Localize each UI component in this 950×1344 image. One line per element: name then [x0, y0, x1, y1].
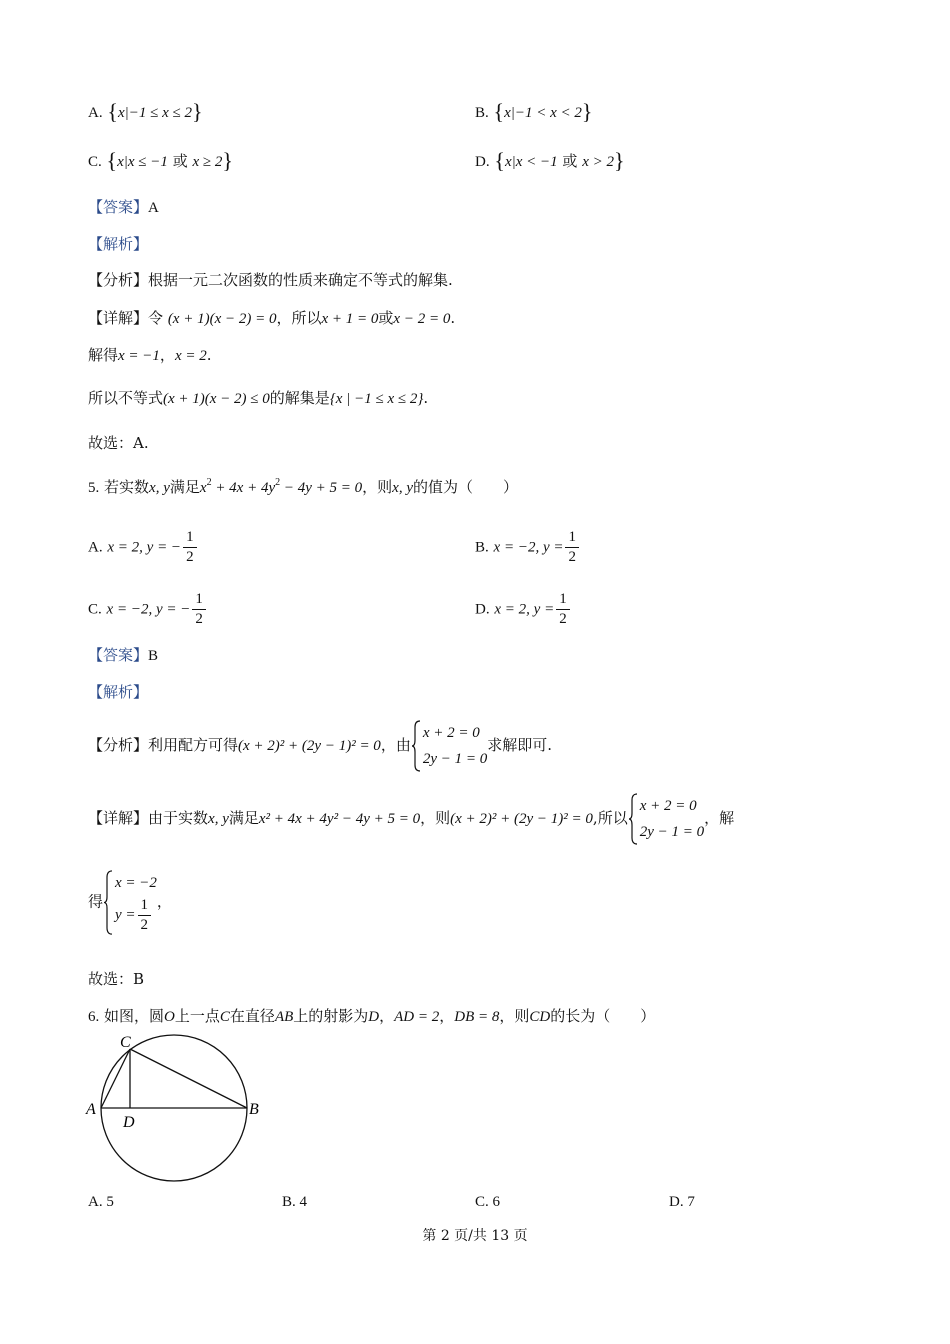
- text: 满足: [169, 478, 200, 496]
- equation: x = 2: [174, 348, 207, 364]
- fraction: [192, 590, 206, 629]
- equation-part: y =: [115, 906, 136, 923]
- denominator: 2: [559, 611, 567, 627]
- system-row: 2y − 1 = 0: [639, 824, 705, 840]
- option-label: D.: [475, 601, 490, 618]
- variables: x, y: [149, 480, 170, 496]
- q5-option-b: [475, 528, 581, 567]
- numerator: 1: [192, 590, 206, 610]
- label-c: C: [120, 1034, 131, 1051]
- equation: AD = 2: [394, 1009, 440, 1025]
- result-system: [103, 870, 157, 935]
- math-symbol: CD: [529, 1009, 551, 1025]
- denominator: 2: [195, 611, 203, 627]
- label-a: A: [86, 1101, 96, 1118]
- numerator: 1: [183, 528, 197, 548]
- equation: x + 1 = 0: [321, 311, 379, 327]
- option-label: D.: [475, 154, 490, 170]
- equation-system: [628, 793, 704, 845]
- q5-stem: [88, 477, 518, 498]
- text: 由于实数: [148, 809, 209, 827]
- page-footer: 第 2 页/共 13 页: [422, 1228, 528, 1244]
- text: ，: [439, 1007, 455, 1025]
- xiangjie-tag: 【详解】: [88, 809, 149, 827]
- numerator: 1: [138, 896, 152, 916]
- variables: x, y: [392, 480, 413, 496]
- q4-analysis-tag: [88, 234, 148, 254]
- q6-option-a: A. 5: [88, 1194, 114, 1210]
- option-expression: x = −2, y =: [493, 539, 564, 556]
- q4-option-b: B. {x|−1 < x < 2}: [475, 99, 593, 124]
- option-label: A.: [88, 105, 103, 121]
- question-number: 6.: [88, 1009, 100, 1025]
- q5-xiangjie: [88, 793, 734, 845]
- label-d: D: [123, 1114, 135, 1131]
- q4-choose: [88, 433, 149, 453]
- math-symbol: D: [368, 1009, 380, 1025]
- solution-set: {x | −1 ≤ x ≤ 2}: [329, 391, 424, 407]
- text: 求解即可.: [487, 736, 553, 754]
- q6-option-b: B. 4: [282, 1194, 308, 1210]
- numerator: 1: [556, 590, 570, 610]
- option-label: B.: [475, 539, 489, 556]
- math-symbol: C: [219, 1009, 230, 1025]
- q4-fenxi: [88, 270, 453, 290]
- fraction: [565, 528, 579, 567]
- text: 所以不等式: [88, 389, 164, 407]
- system-row: 2y − 1 = 0: [422, 751, 488, 767]
- fenxi-tag: 【分析】: [88, 736, 149, 754]
- equation: x² + 4x + 4y² − 4y + 5 = 0: [258, 811, 421, 827]
- system-row: x + 2 = 0: [422, 725, 480, 741]
- fraction: [183, 528, 197, 567]
- numerator: 1: [565, 528, 579, 548]
- fenxi-text: 根据一元二次函数的性质来确定不等式的解集.: [148, 271, 453, 289]
- text: .: [450, 309, 456, 327]
- question-number: 5.: [88, 480, 100, 496]
- choose-text: 故选：B: [88, 970, 145, 988]
- equation: x = −1: [118, 348, 160, 364]
- q5-result: [88, 870, 172, 935]
- or-text: 或: [562, 152, 578, 170]
- equation: (x + 2)² + (2y − 1)² = 0: [450, 811, 593, 827]
- q5-option-d: [475, 590, 572, 629]
- option-expression: x = 2, y =: [494, 601, 555, 618]
- q4-option-d: D. {x|x < −1 或 x > 2}: [475, 148, 625, 173]
- text: 令: [148, 309, 164, 327]
- q5-option-c: [88, 590, 208, 629]
- exponent: 2: [206, 477, 212, 488]
- equation: DB = 8: [454, 1009, 500, 1025]
- label-b: B: [249, 1101, 259, 1118]
- q6-option-d: D. 7: [669, 1194, 695, 1210]
- text: 的值为（ ）: [413, 478, 519, 496]
- text: ，: [156, 892, 172, 911]
- math-symbol: AB: [274, 1009, 294, 1025]
- system-row: x = −2: [115, 875, 157, 891]
- text: 的解集是: [269, 389, 330, 407]
- equation: (x + 2)² + (2y − 1)² = 0: [238, 738, 381, 754]
- text: .: [206, 346, 212, 364]
- system-row: x + 2 = 0: [639, 798, 697, 814]
- fraction: [138, 896, 152, 935]
- equation: x − 2 = 0: [393, 311, 451, 327]
- answer-tag: 【答案】: [88, 646, 149, 664]
- q5-answer: [88, 645, 158, 666]
- brace-icon: [411, 720, 421, 772]
- set-expression-right: x > 2: [582, 154, 614, 170]
- answer-tag: 【答案】: [88, 198, 149, 216]
- q6-stem: [88, 1006, 655, 1027]
- set-expression-right: x ≥ 2: [192, 154, 223, 170]
- q4-set-line: [88, 388, 428, 409]
- q4-answer: [88, 197, 159, 218]
- equation: (x + 1)(x − 2) = 0: [167, 311, 277, 327]
- fenxi-tag: 【分析】: [88, 271, 149, 289]
- text: ,所以: [592, 809, 628, 827]
- option-expression: x = 2, y = −: [107, 539, 182, 556]
- denominator: 2: [568, 549, 576, 565]
- set-expression-left: x|x ≤ −1: [117, 154, 168, 170]
- xiangjie-tag: 【详解】: [88, 309, 149, 327]
- text: 或: [378, 309, 394, 327]
- denominator: 2: [186, 549, 194, 565]
- set-expression-left: x|x < −1: [504, 154, 558, 170]
- set-expression: x|−1 < x < 2: [504, 105, 582, 121]
- text: ，则: [420, 809, 451, 827]
- q5-option-a: [88, 528, 199, 567]
- text: .: [423, 389, 429, 407]
- denominator: 2: [140, 917, 149, 933]
- option-label: C.: [88, 154, 102, 170]
- circle-figure: [80, 1030, 270, 1190]
- text: 上一点: [174, 1007, 220, 1025]
- q5-analysis-tag: [88, 682, 148, 702]
- option-label: C.: [88, 601, 102, 618]
- answer-value: A: [148, 200, 159, 216]
- segment-cb: [130, 1049, 247, 1108]
- analysis-tag: 【解析】: [88, 683, 149, 701]
- brace-icon: [103, 870, 113, 935]
- text: 得: [88, 892, 104, 911]
- text: ，解: [704, 809, 735, 827]
- q4-option-c: C. {x|x ≤ −1 或 x ≥ 2}: [88, 148, 233, 173]
- text: 如图，圆: [104, 1007, 165, 1025]
- system-row: [115, 896, 157, 935]
- set-expression: x|−1 ≤ x ≤ 2: [117, 105, 192, 121]
- equation-part: x: [199, 480, 207, 496]
- inequality: (x + 1)(x − 2) ≤ 0: [163, 391, 270, 407]
- exponent: 2: [275, 477, 281, 488]
- q6-option-c: C. 6: [475, 1194, 501, 1210]
- option-expression: x = −2, y = −: [106, 601, 191, 618]
- text: ，: [159, 346, 175, 364]
- option-label: B.: [475, 105, 489, 121]
- text: 在直径: [229, 1007, 275, 1025]
- q5-fenxi: [88, 720, 552, 772]
- text: 上的射影为: [293, 1007, 369, 1025]
- q4-xiangjie: [88, 308, 455, 329]
- text: 利用配方可得: [148, 736, 239, 754]
- variables: x, y: [208, 811, 229, 827]
- option-label: A.: [88, 539, 103, 556]
- segment-ca: [101, 1049, 130, 1108]
- q5-choose: [88, 969, 144, 989]
- q4-solve-line: [88, 345, 212, 366]
- equation-part: − 4y + 5 = 0: [280, 480, 363, 496]
- choose-text: 故选：A.: [88, 434, 149, 452]
- equation-part: + 4x + 4y: [211, 480, 276, 496]
- text: ，: [379, 1007, 395, 1025]
- analysis-tag: 【解析】: [88, 235, 149, 253]
- text: 满足: [228, 809, 259, 827]
- text: 若实数: [104, 478, 150, 496]
- brace-icon: [628, 793, 638, 845]
- equation-system: [411, 720, 487, 772]
- text: ，由: [380, 736, 411, 754]
- or-text: 或: [172, 152, 188, 170]
- text: ，则: [499, 1007, 530, 1025]
- q4-option-a: A. {x|−1 ≤ x ≤ 2}: [88, 99, 203, 124]
- text: 的长为（ ）: [550, 1007, 656, 1025]
- fraction: [556, 590, 570, 629]
- text: 解得: [88, 346, 119, 364]
- text: ，则: [362, 478, 393, 496]
- math-symbol: O: [164, 1009, 175, 1025]
- answer-value: B: [148, 648, 159, 664]
- text: ，所以: [276, 309, 322, 327]
